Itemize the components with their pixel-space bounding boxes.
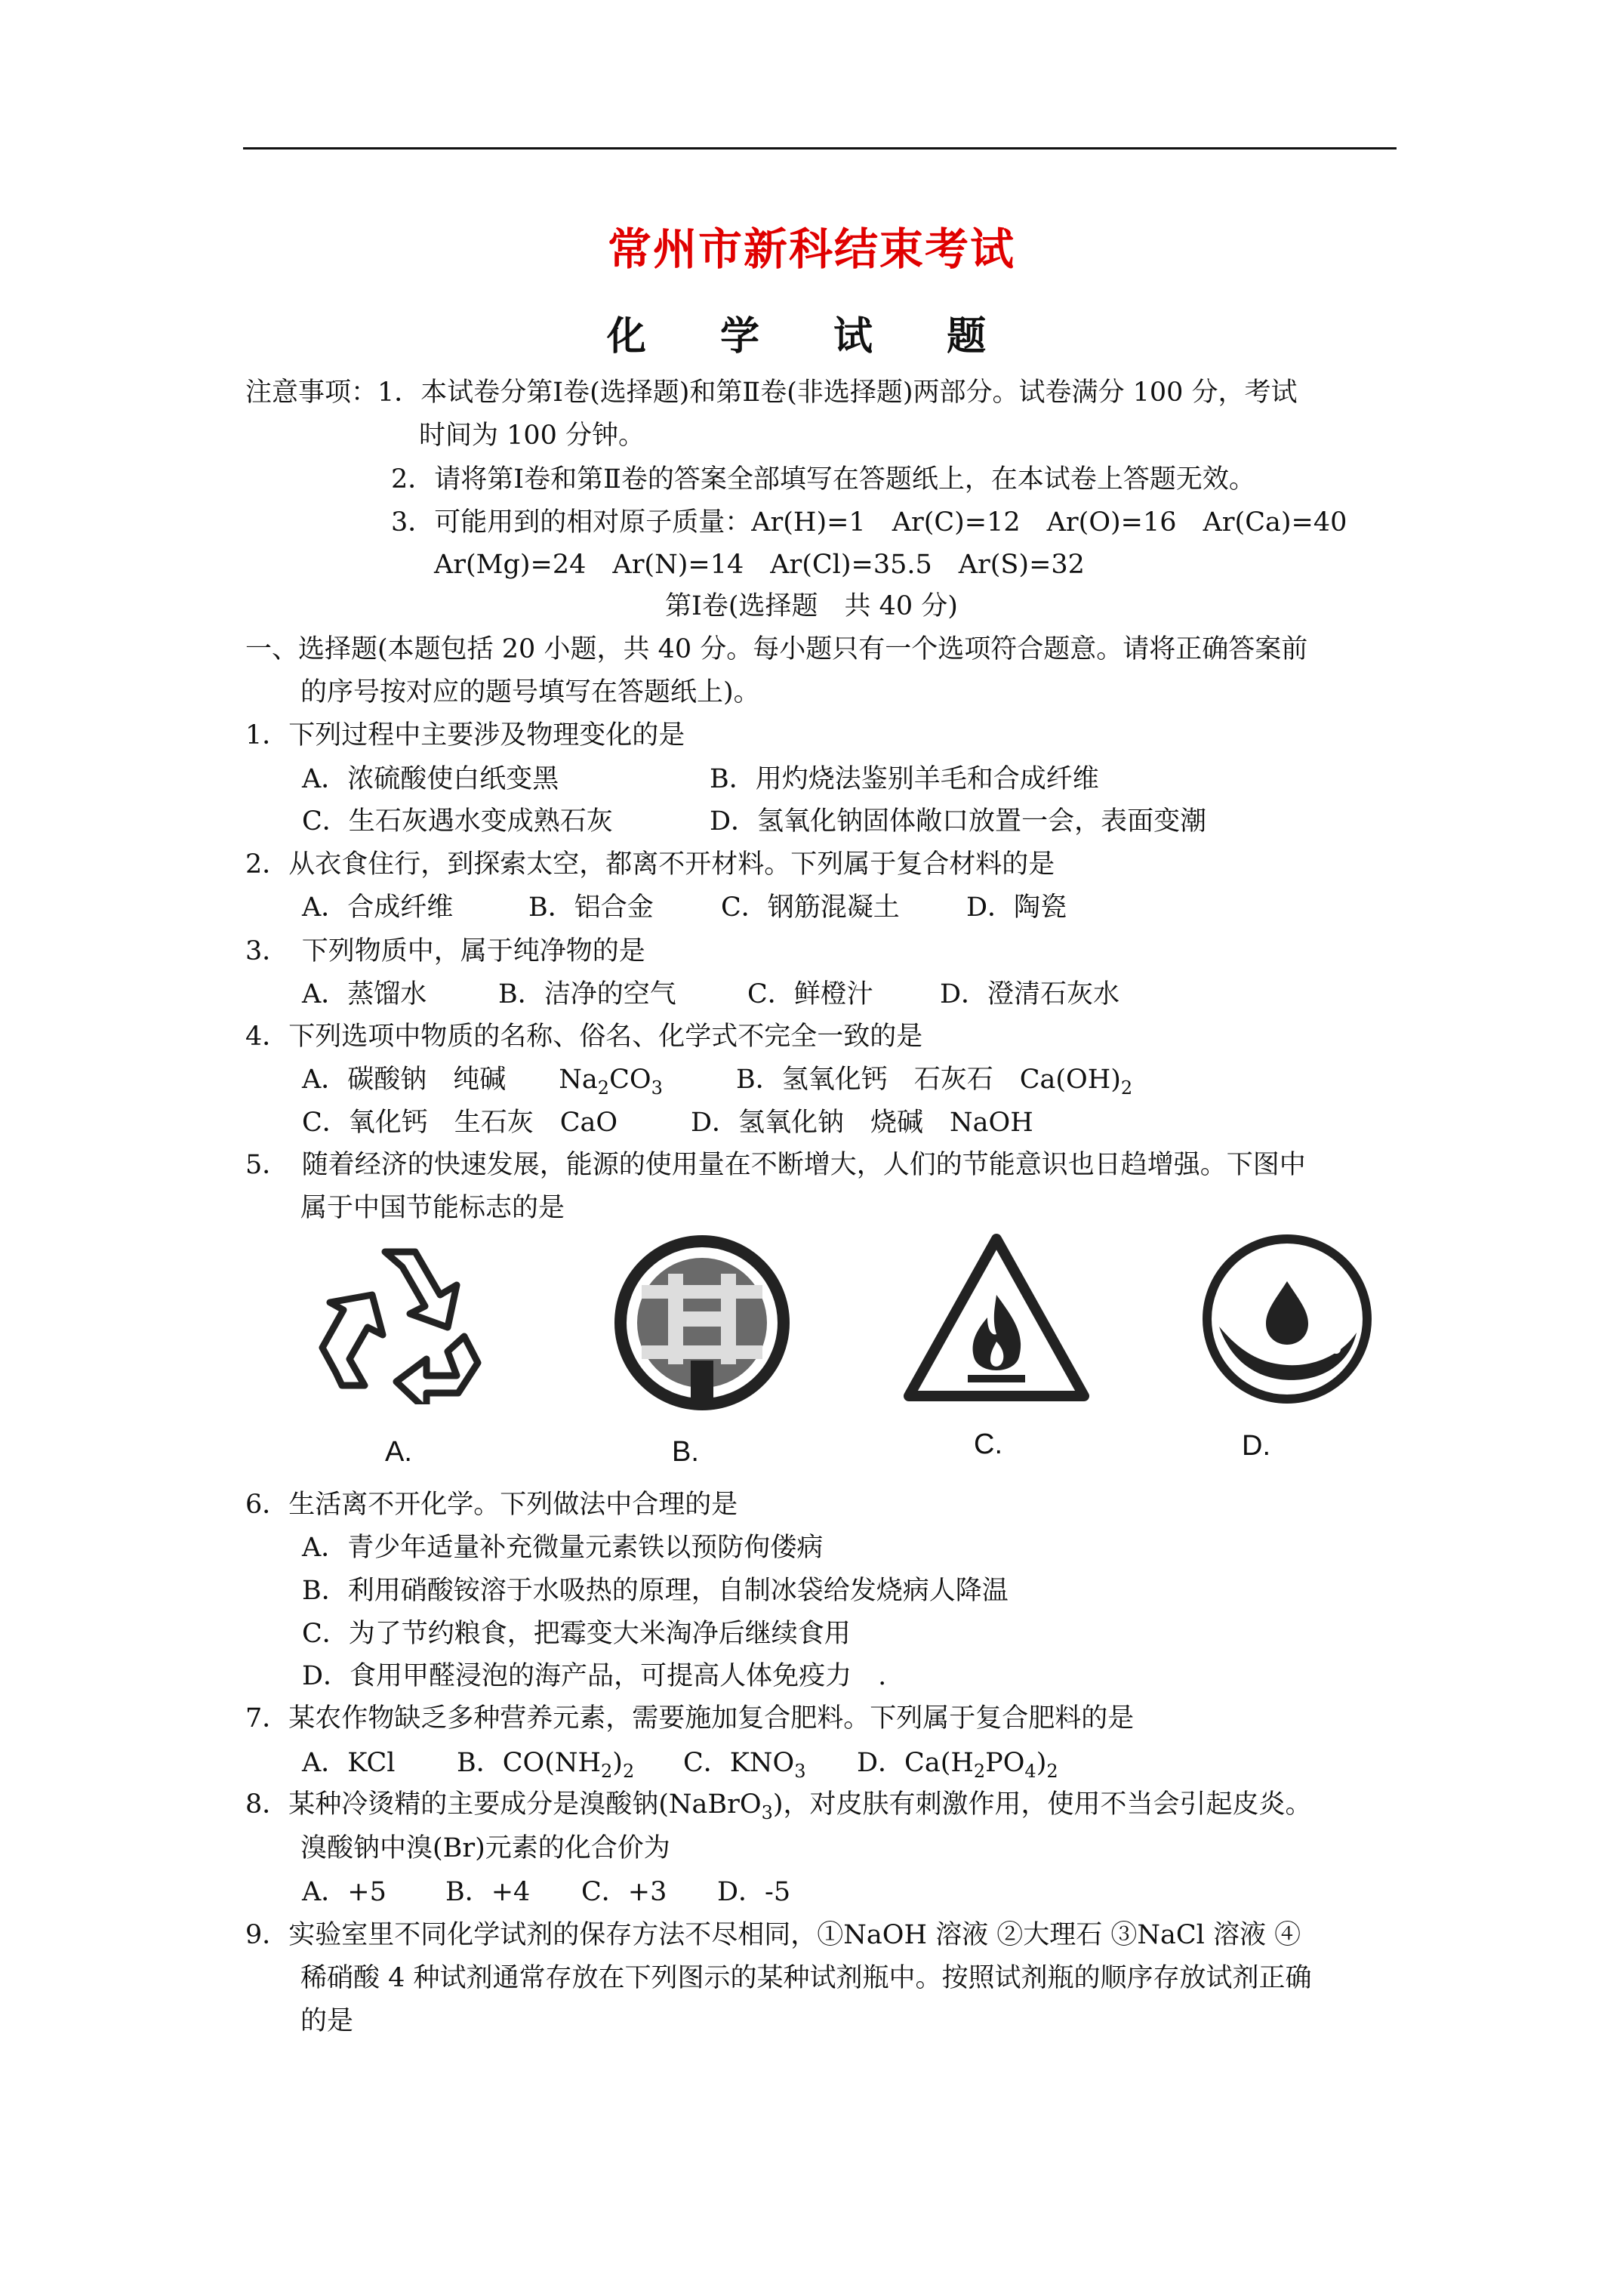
q8-stem-b: 溴酸钠中溴(Br)元素的化合价为 (300, 1833, 670, 1863)
q2-option-d: D．陶瓷 (966, 892, 1067, 923)
q2-option-c: C．钢筋混凝土 (721, 892, 900, 923)
q7-option-a: A．KCl (302, 1748, 396, 1778)
q3-option-d: D．澄清石灰水 (940, 979, 1120, 1009)
flammable-warning-icon (898, 1228, 1095, 1410)
q3-option-c: C．鲜橙汁 (747, 979, 873, 1009)
q7-stem: 7．某农作物缺乏多种营养元素，需要施加复合肥料。下列属于复合肥料的是 (245, 1703, 1135, 1734)
q8-stem-a: 8．某种冷烫精的主要成分是溴酸钠(NaBrO$_3$)，对皮肤有刺激作用，使用不当会引起皮炎。 (245, 1789, 1312, 1823)
section1-line-b: 的序号按对应的题号填写在答题纸上)。 (300, 677, 760, 707)
q5-stem-a: 5． 随着经济的快速发展，能源的使用量在不断增大，人们的节能意识也日趋增强。下图中 (245, 1150, 1306, 1180)
q6-option-a: A．青少年适量补充微量元素铁以预防佝偻病 (302, 1533, 824, 1563)
q6-option-b: B．利用硝酸铵溶于水吸热的原理，自制冰袋给发烧病人降温 (302, 1576, 1009, 1606)
q7-option-c: C．$KNO_3$ (683, 1748, 806, 1782)
q8-option-a: A．+5 (302, 1877, 387, 1907)
energy-saving-logo-icon (611, 1232, 793, 1413)
energy-logos-figure (279, 1225, 1404, 1481)
q1-option-d: D．氢氧化钠固体敞口放置一会，表面变潮 (710, 806, 1207, 837)
note-1a: 注意事项：1．本试卷分第Ⅰ卷(选择题)和第Ⅱ卷(非选择题)两部分。试卷满分 100 分，考试 (245, 378, 1298, 408)
header-rule (243, 147, 1397, 149)
q3-option-a: A．蒸馏水 (302, 979, 427, 1009)
q5-stem-b: 属于中国节能标志的是 (300, 1193, 565, 1223)
section1-line-a: 一、选择题(本题包括 20 小题，共 40 分。每小题只有一个选项符合题意。请将正确答案前 (245, 634, 1308, 664)
q8-option-c: C．+3 (581, 1877, 667, 1907)
q4-option-b: B．氢氧化钙 石灰石 $Ca(OH)_2$ (736, 1065, 1133, 1099)
q1-stem: 1．下列过程中主要涉及物理变化的是 (245, 720, 685, 750)
q1-option-a: A．浓硫酸使白纸变黑 (302, 764, 559, 794)
q7-option-b: B．$CO(NH_2)_2$ (457, 1748, 635, 1782)
q5-label-a: A. (385, 1436, 412, 1468)
exam-title: 常州市新科结束考试 (607, 223, 1015, 275)
q6-option-d: D．食用甲醛浸泡的海产品，可提高人体免疫力 . (302, 1661, 887, 1691)
note-2: 2．请将第Ⅰ卷和第Ⅱ卷的答案全部填写在答题纸上，在本试卷上答题无效。 (391, 464, 1255, 495)
note-3a: 3．可能用到的相对原子质量：Ar(H)=1 Ar(C)=12 Ar(O)=16 Ar(Ca)=40 (391, 507, 1347, 538)
note-3b: Ar(Mg)=24 Ar(N)=14 Ar(Cl)=35.5 Ar(S)=32 (434, 550, 1085, 580)
note-1b: 时间为 100 分钟。 (419, 421, 645, 451)
part1-title: 第Ⅰ卷(选择题 共 40 分) (665, 591, 958, 621)
q4-stem: 4．下列选项中物质的名称、俗名、化学式不完全一致的是 (245, 1022, 923, 1052)
q6-stem: 6．生活离不开化学。下列做法中合理的是 (245, 1490, 738, 1520)
q8-option-b: B．+4 (445, 1877, 531, 1907)
q5-label-d: D. (1242, 1430, 1270, 1462)
q9-stem-b: 稀硝酸 4 种试剂通常存放在下列图示的某种试剂瓶中。按照试剂瓶的顺序存放试剂正确 (300, 1963, 1312, 1993)
q9-stem-c: 的是 (300, 2006, 354, 2036)
q5-label-c: C. (974, 1428, 1002, 1460)
q4-option-d: D．氢氧化钠 烧碱 NaOH (691, 1108, 1033, 1138)
q2-stem: 2．从衣食住行，到探索太空，都离不开材料。下列属于复合材料的是 (245, 849, 1055, 880)
water-saving-icon (1196, 1228, 1378, 1410)
q1-option-c: C．生石灰遇水变成熟石灰 (302, 806, 613, 837)
q2-option-a: A．合成纤维 (302, 892, 454, 923)
subject-title: 化 学 试 题 (606, 313, 1017, 359)
q9-stem-a: 9．实验室里不同化学试剂的保存方法不尽相同，①NaOH 溶液 ②大理石 ③NaCl 溶液 ④ (245, 1920, 1301, 1950)
q7-option-d: D．$Ca(H_2PO_4)_2$ (857, 1748, 1058, 1782)
q3-option-b: B．洁净的空气 (498, 979, 676, 1009)
q3-stem: 3． 下列物质中，属于纯净物的是 (245, 936, 645, 966)
q4-option-c: C．氧化钙 生石灰 CaO (302, 1108, 618, 1138)
q6-option-c: C．为了节约粮食，把霉变大米淘净后继续食用 (302, 1619, 851, 1649)
q8-option-d: D．-5 (717, 1877, 791, 1907)
q2-option-b: B．铝合金 (528, 892, 654, 923)
q5-label-b: B. (672, 1436, 699, 1468)
q1-option-b: B．用灼烧法鉴别羊毛和合成纤维 (710, 764, 1099, 794)
recycle-icon (313, 1238, 487, 1404)
q4-option-a: A．碳酸钠 纯碱 $Na_2CO_3$ (302, 1065, 663, 1099)
